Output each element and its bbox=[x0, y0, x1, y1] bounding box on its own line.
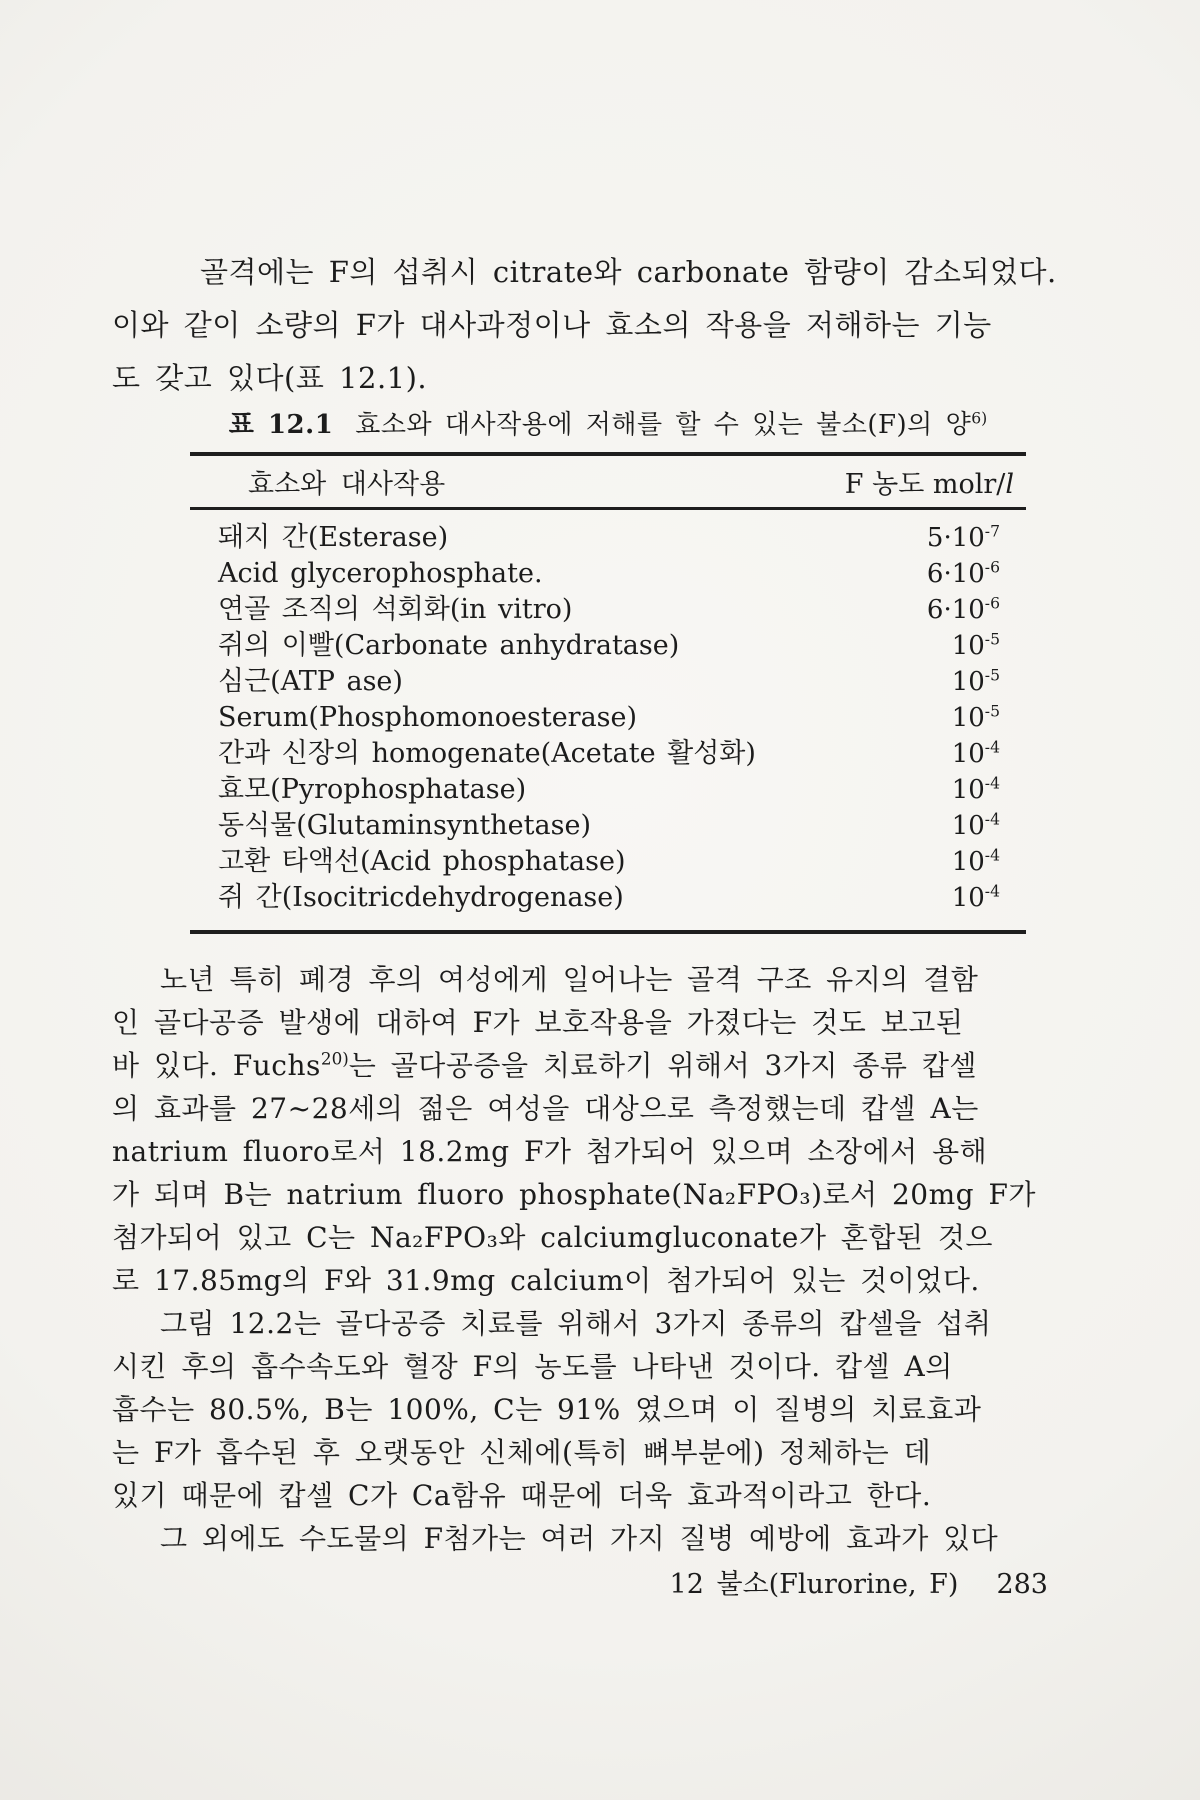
row-name: 연골 조직의 석회화(in vitro) bbox=[218, 594, 573, 625]
table-row bbox=[190, 592, 1026, 628]
table-caption-label: 표 12.1 bbox=[228, 410, 334, 440]
text-line: 인 골다공증 발생에 대하여 F가 보호작용을 가졌다는 것도 보고된 bbox=[112, 1006, 964, 1039]
row-value: $10^{-4}$ bbox=[951, 774, 1000, 805]
table-caption bbox=[190, 404, 1026, 441]
table-row bbox=[190, 772, 1026, 808]
chapter-title: 12 불소(Flurorine, F) bbox=[669, 1569, 959, 1600]
row-value: $10^{-4}$ bbox=[951, 882, 1000, 913]
row-value: $6\cdot 10^{-6}$ bbox=[926, 558, 1000, 589]
row-name: 효모(Pyrophosphatase) bbox=[218, 774, 527, 805]
table-row bbox=[190, 556, 1026, 592]
table-row bbox=[190, 700, 1026, 736]
text-line: 그 외에도 수도물의 F첨가는 여러 가지 질병 예방에 효과가 있다 bbox=[160, 1522, 999, 1555]
row-value: $10^{-5}$ bbox=[951, 702, 1000, 733]
page-number: 283 bbox=[996, 1569, 1048, 1600]
row-name: 고환 타액선(Acid phosphatase) bbox=[218, 846, 626, 877]
text-line: 바 있다. Fuchs$^{20)}$는 골다공증을 치료하기 위해서 3가지 종류 캅셀 bbox=[112, 1048, 977, 1082]
row-value: $10^{-4}$ bbox=[951, 810, 1000, 841]
table-row bbox=[190, 664, 1026, 700]
table-12-1 bbox=[190, 452, 1026, 934]
table-row bbox=[190, 736, 1026, 772]
text-line: 는 F가 흡수된 후 오랫동안 신체에(특히 뼈부분에) 정체하는 데 bbox=[112, 1436, 932, 1469]
paragraph-osteoporosis bbox=[112, 958, 1044, 1302]
row-value: $10^{-4}$ bbox=[951, 846, 1000, 877]
page-footer bbox=[112, 1562, 1048, 1601]
footnote-ref: 20) bbox=[320, 1048, 349, 1069]
table-body bbox=[190, 510, 1026, 930]
table-row bbox=[190, 808, 1026, 844]
liter-unit: l bbox=[1005, 469, 1014, 500]
table-header-row bbox=[190, 456, 1026, 510]
table-row bbox=[190, 520, 1026, 556]
text-line: 있기 때문에 캅셀 C가 Ca함유 때문에 더욱 효과적이라고 한다. bbox=[112, 1479, 932, 1512]
row-name: Acid glycerophosphate. bbox=[218, 558, 543, 589]
text-line: 의 효과를 27~28세의 젊은 여성을 대상으로 측정했는데 캅셀 A는 bbox=[112, 1092, 979, 1125]
text-line: 시킨 후의 흡수속도와 혈장 F의 농도를 나타낸 것이다. 캅셀 A의 bbox=[112, 1350, 953, 1383]
text-line: 이와 같이 소량의 F가 대사과정이나 효소의 작용을 저해하는 기능 bbox=[112, 308, 992, 342]
row-name: 돼지 간(Esterase) bbox=[218, 522, 449, 553]
table-caption-text: 효소와 대사작용에 저해를 할 수 있는 불소(F)의 양 bbox=[355, 410, 972, 440]
table-row bbox=[190, 880, 1026, 916]
text-line: 가 되며 B는 natrium fluoro phosphate(Na₂FPO₃)로서 20mg F가 bbox=[112, 1178, 1036, 1211]
text-line: 도 갖고 있다(표 12.1). bbox=[112, 361, 428, 395]
paragraph-figure-12-2 bbox=[112, 1302, 1044, 1517]
paragraph-intro bbox=[112, 246, 1057, 405]
table-caption-footnote-ref: 6) bbox=[971, 409, 988, 428]
row-name: 쥐 간(Isocitricdehydrogenase) bbox=[218, 882, 624, 913]
row-value: $10^{-4}$ bbox=[951, 738, 1000, 769]
row-name: 동식물(Glutaminsynthetase) bbox=[218, 810, 591, 841]
row-name: Serum(Phosphomonoesterase) bbox=[218, 702, 638, 733]
body-text bbox=[112, 958, 1044, 1560]
row-value: $5\cdot 10^{-7}$ bbox=[926, 522, 1000, 553]
row-name: 간과 신장의 homogenate(Acetate 활성화) bbox=[218, 738, 756, 769]
row-name: 쥐의 이빨(Carbonate anhydratase) bbox=[218, 630, 680, 661]
text-line: 골격에는 F의 섭취시 citrate와 carbonate 함량이 감소되었다. bbox=[200, 255, 1057, 289]
table-row bbox=[190, 844, 1026, 880]
column-header-concentration: F 농도 molr/l bbox=[844, 469, 1014, 500]
table-row bbox=[190, 628, 1026, 664]
text-line: 흡수는 80.5%, B는 100%, C는 91% 였으며 이 질병의 치료효과 bbox=[112, 1393, 982, 1426]
text-line: 첨가되어 있고 C는 Na₂FPO₃와 calciumgluconate가 혼합된 것으 bbox=[112, 1221, 993, 1254]
paragraph-tap-water bbox=[112, 1517, 1044, 1560]
row-name: 심근(ATP ase) bbox=[218, 666, 403, 697]
text-line: 노년 특히 폐경 후의 여성에게 일어나는 골격 구조 유지의 결함 bbox=[160, 963, 979, 996]
text-line: 로 17.85mg의 F와 31.9mg calcium이 첨가되어 있는 것이었다. bbox=[112, 1264, 980, 1297]
row-value: $10^{-5}$ bbox=[951, 630, 1000, 661]
row-value: $10^{-5}$ bbox=[951, 666, 1000, 697]
text-line: natrium fluoro로서 18.2mg F가 첨가되어 있으며 소장에서 용해 bbox=[112, 1135, 988, 1168]
column-header-enzyme: 효소와 대사작용 bbox=[248, 469, 446, 500]
row-value: $6\cdot 10^{-6}$ bbox=[926, 594, 1000, 625]
text-line: 그림 12.2는 골다공증 치료를 위해서 3가지 종류의 캅셀을 섭취 bbox=[160, 1307, 992, 1340]
